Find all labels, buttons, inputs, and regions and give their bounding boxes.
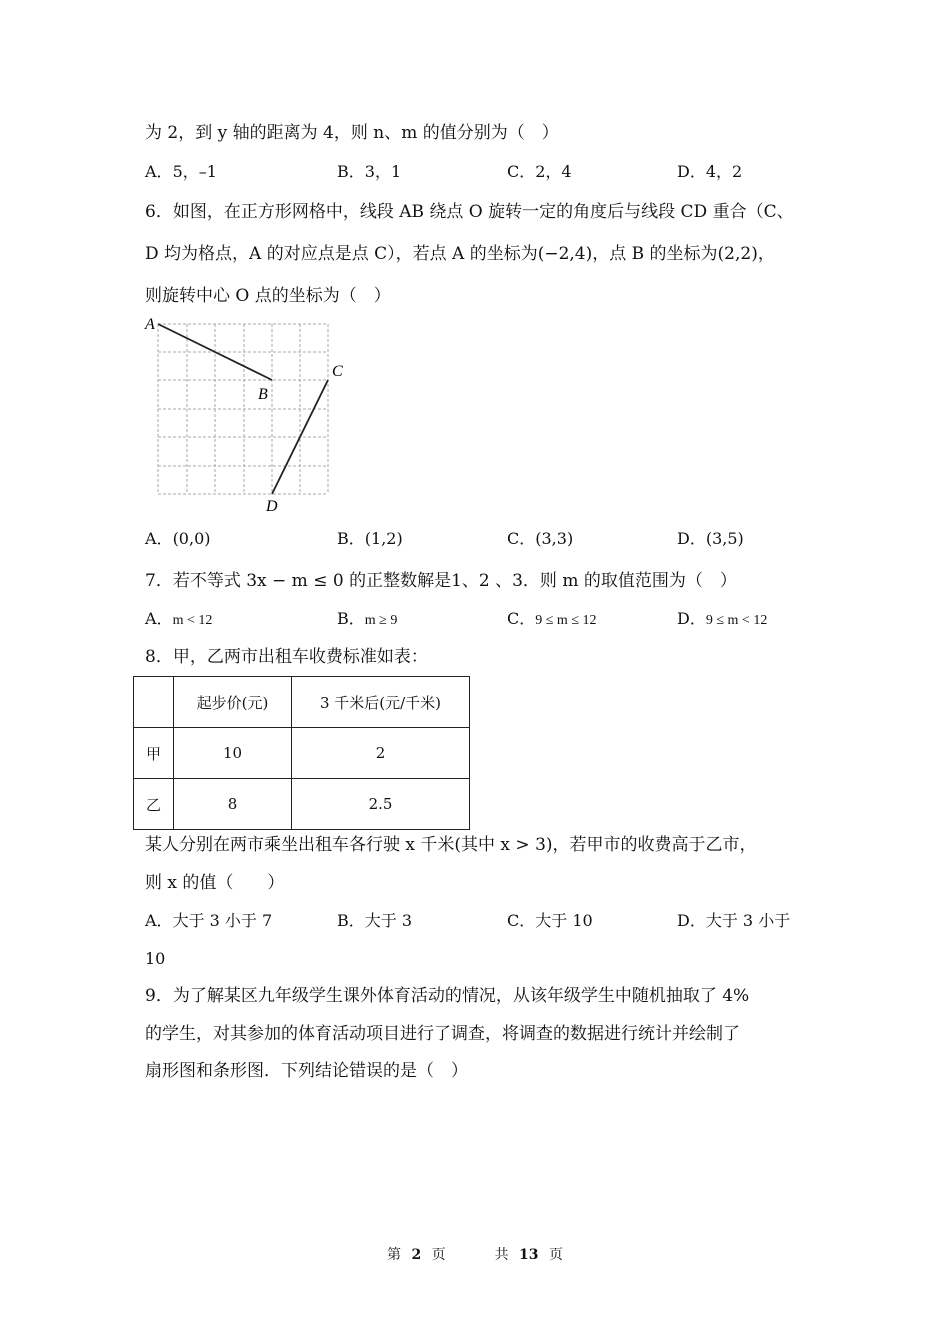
q7-stem: 7．若不等式 3x − m ≤ 0 的正整数解是1、2 、3．则 m 的取值范围为（ ） [145, 571, 737, 591]
footer-page-number: 2 [411, 1247, 422, 1263]
q5-stem-tail: 为 2，到 y 轴的距离为 4，则 n、m 的值分别为（ ） [145, 123, 559, 143]
table-row [134, 728, 470, 779]
footer-mid: 页 [431, 1247, 446, 1263]
page-footer [0, 1244, 950, 1264]
footer-prefix: 第 [387, 1247, 402, 1263]
q6-option-b: B．(1,2) [337, 529, 403, 548]
q5-option-d: D．4，2 [677, 162, 743, 181]
q8-option-a: A．大于 3 小于 7 [145, 911, 273, 930]
q6-line-2: D 均为格点，A 的对应点是点 C），若点 A 的坐标为(−2,4)，点 B 的坐标为(2,2)， [145, 244, 775, 264]
q6-option-a: A．(0,0) [145, 529, 211, 548]
grid-lines [158, 324, 328, 494]
table-cell: 乙 [134, 779, 174, 830]
label-c: C [332, 363, 343, 380]
q9-line-3: 扇形图和条形图．下列结论错误的是（ ） [145, 1061, 468, 1081]
q6-line-3: 则旋转中心 O 点的坐标为（ ） [145, 286, 391, 306]
footer-total-pages: 13 [519, 1247, 539, 1263]
q7-option-b: B．m ≥ 9 [337, 609, 398, 628]
footer-total-prefix: 共 [494, 1247, 509, 1263]
q7-option-a: A．m < 12 [145, 609, 213, 628]
table-header-cell: 3 千米后(元/千米) [292, 677, 470, 728]
q6-line-1: 6．如图，在正方形网格中，线段 AB 绕点 O 旋转一定的角度后与线段 CD 重合（C、 [145, 202, 794, 222]
q5-option-c: C．2，4 [507, 162, 572, 181]
q7-option-d: D．9 ≤ m < 12 [677, 609, 768, 628]
q8-option-d-wrap: 10 [145, 949, 166, 968]
table-cell: 10 [174, 728, 292, 779]
footer-suffix: 页 [548, 1247, 563, 1263]
label-b: B [258, 386, 268, 403]
label-d: D [266, 498, 278, 515]
q5-option-a: A．5，–1 [145, 162, 217, 181]
table-header-cell [134, 677, 174, 728]
q9-line-1: 9．为了解某区九年级学生课外体育活动的情况，从该年级学生中随机抽取了 4% [145, 986, 750, 1006]
q5-option-b: B．3，1 [337, 162, 402, 181]
q8-option-c: C．大于 10 [507, 911, 593, 930]
label-a: A [145, 316, 155, 333]
q8-body-line-2: 则 x 的值（ ） [145, 873, 285, 893]
q9-line-2: 的学生，对其参加的体育活动项目进行了调查，将调查的数据进行统计并绘制了 [145, 1024, 740, 1044]
table-cell: 2 [292, 728, 470, 779]
q6-grid-figure [140, 312, 360, 517]
q7-option-c: C．9 ≤ m ≤ 12 [507, 609, 597, 628]
table-row [134, 779, 470, 830]
table-cell: 2.5 [292, 779, 470, 830]
table-cell: 8 [174, 779, 292, 830]
q8-stem: 8．甲，乙两市出租车收费标准如表： [145, 647, 428, 667]
q8-option-b: B．大于 3 [337, 911, 413, 930]
table-cell: 甲 [134, 728, 174, 779]
q8-option-d: D．大于 3 小于 [677, 911, 791, 930]
table-header-cell: 起步价(元) [174, 677, 292, 728]
q8-body-line-1: 某人分别在两市乘坐出租车各行驶 x 千米(其中 x > 3)，若甲市的收费高于乙市， [145, 835, 757, 855]
q6-option-c: C．(3,3) [507, 529, 574, 548]
table-header-row [134, 677, 470, 728]
fare-table [133, 676, 470, 830]
q6-option-d: D．(3,5) [677, 529, 744, 548]
